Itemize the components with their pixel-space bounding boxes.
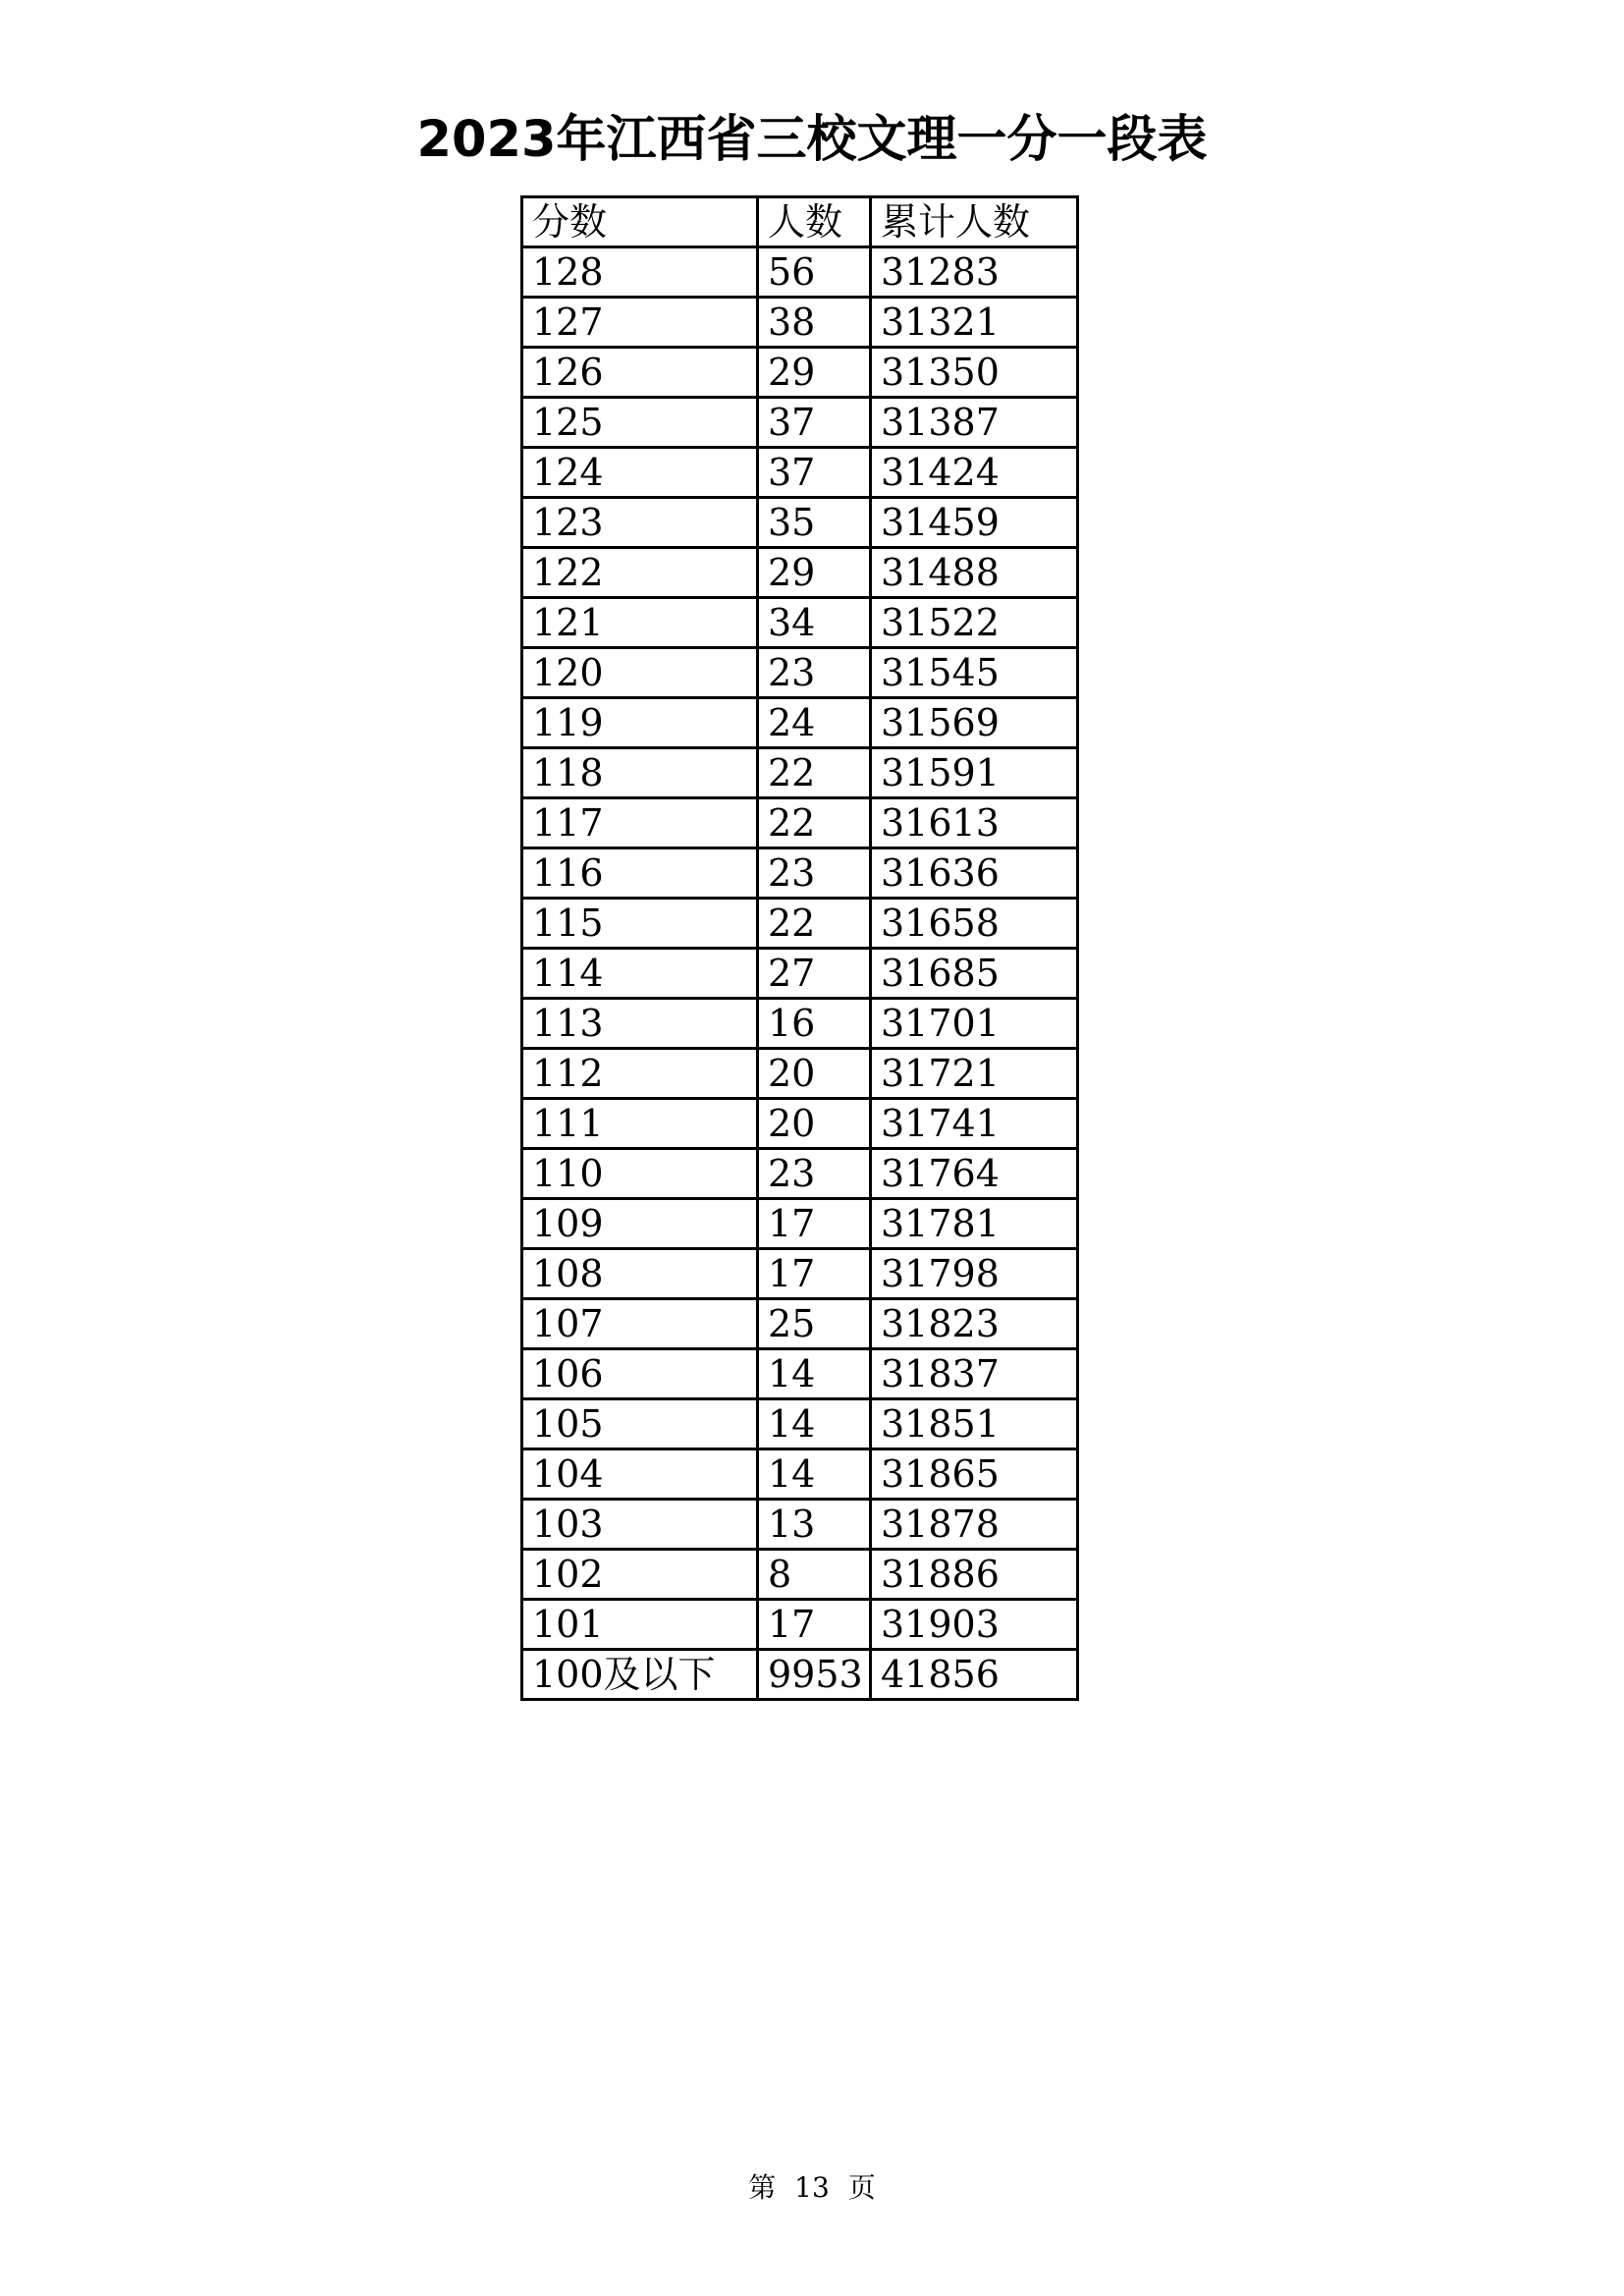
cell-score: 121	[522, 598, 758, 648]
cell-score: 120	[522, 648, 758, 698]
table-row	[522, 1049, 1078, 1099]
cell-score: 108	[522, 1249, 758, 1299]
cell-count: 34	[758, 598, 871, 648]
cell-score: 112	[522, 1049, 758, 1099]
cell-count: 23	[758, 848, 871, 899]
cell-cumulative: 31321	[871, 298, 1078, 348]
cell-score: 115	[522, 899, 758, 949]
score-table	[520, 195, 1079, 1701]
cell-score: 127	[522, 298, 758, 348]
cell-count: 14	[758, 1349, 871, 1399]
table-row	[522, 1149, 1078, 1199]
cell-score: 110	[522, 1149, 758, 1199]
header-score: 分数	[522, 197, 758, 247]
cell-count: 29	[758, 348, 871, 398]
cell-score: 106	[522, 1349, 758, 1399]
cell-score: 113	[522, 999, 758, 1049]
cell-score: 111	[522, 1099, 758, 1149]
table-row	[522, 247, 1078, 298]
cell-cumulative: 31798	[871, 1249, 1078, 1299]
table-row	[522, 1399, 1078, 1449]
cell-cumulative: 31878	[871, 1500, 1078, 1550]
cell-cumulative: 31522	[871, 598, 1078, 648]
cell-score: 116	[522, 848, 758, 899]
cell-score: 126	[522, 348, 758, 398]
cell-cumulative: 31764	[871, 1149, 1078, 1199]
cell-cumulative: 31851	[871, 1399, 1078, 1449]
cell-cumulative: 31283	[871, 247, 1078, 298]
cell-score: 117	[522, 798, 758, 848]
table-row	[522, 1650, 1078, 1700]
table-row	[522, 548, 1078, 598]
cell-cumulative: 31545	[871, 648, 1078, 698]
cell-count: 35	[758, 498, 871, 548]
table-row	[522, 1349, 1078, 1399]
table-row	[522, 1600, 1078, 1650]
cell-score: 102	[522, 1550, 758, 1600]
cell-count: 27	[758, 949, 871, 999]
cell-cumulative: 31741	[871, 1099, 1078, 1149]
cell-count: 22	[758, 748, 871, 798]
cell-count: 17	[758, 1249, 871, 1299]
cell-cumulative: 31424	[871, 448, 1078, 498]
table-row	[522, 899, 1078, 949]
cell-cumulative: 31591	[871, 748, 1078, 798]
cell-score: 122	[522, 548, 758, 598]
cell-count: 17	[758, 1600, 871, 1650]
cell-cumulative: 31823	[871, 1299, 1078, 1349]
cell-cumulative: 31488	[871, 548, 1078, 598]
table-row	[522, 1500, 1078, 1550]
cell-count: 13	[758, 1500, 871, 1550]
table-row	[522, 949, 1078, 999]
table-row	[522, 1199, 1078, 1249]
cell-score: 103	[522, 1500, 758, 1550]
cell-cumulative: 31903	[871, 1600, 1078, 1650]
page-title: 2023年江西省三校文理一分一段表	[416, 111, 1208, 169]
cell-cumulative: 31837	[871, 1349, 1078, 1399]
cell-cumulative: 31387	[871, 398, 1078, 448]
cell-count: 14	[758, 1449, 871, 1500]
cell-score: 124	[522, 448, 758, 498]
cell-count: 23	[758, 648, 871, 698]
table-row	[522, 1550, 1078, 1600]
cell-score: 114	[522, 949, 758, 999]
cell-count: 23	[758, 1149, 871, 1199]
cell-count: 25	[758, 1299, 871, 1349]
cell-cumulative: 31459	[871, 498, 1078, 548]
table-row	[522, 448, 1078, 498]
table-row	[522, 348, 1078, 398]
cell-score: 123	[522, 498, 758, 548]
cell-cumulative: 31685	[871, 949, 1078, 999]
table-row	[522, 698, 1078, 748]
cell-count: 24	[758, 698, 871, 748]
cell-count: 16	[758, 999, 871, 1049]
cell-score: 109	[522, 1199, 758, 1249]
cell-score: 104	[522, 1449, 758, 1500]
table-row	[522, 1299, 1078, 1349]
page-number: 第 13 页	[748, 2171, 876, 2204]
cell-count: 17	[758, 1199, 871, 1249]
table-row	[522, 1249, 1078, 1299]
cell-score: 100及以下	[522, 1650, 758, 1700]
cell-count: 29	[758, 548, 871, 598]
header-cumulative: 累计人数	[871, 197, 1078, 247]
cell-score: 119	[522, 698, 758, 748]
cell-count: 37	[758, 448, 871, 498]
table-row	[522, 298, 1078, 348]
cell-cumulative: 31865	[871, 1449, 1078, 1500]
cell-cumulative: 31613	[871, 798, 1078, 848]
header-count: 人数	[758, 197, 871, 247]
cell-count: 56	[758, 247, 871, 298]
table-row	[522, 798, 1078, 848]
table-row	[522, 748, 1078, 798]
cell-score: 128	[522, 247, 758, 298]
cell-score: 101	[522, 1600, 758, 1650]
table-row	[522, 498, 1078, 548]
cell-count: 20	[758, 1049, 871, 1099]
cell-cumulative: 31781	[871, 1199, 1078, 1249]
table-row	[522, 648, 1078, 698]
table-row	[522, 1099, 1078, 1149]
cell-count: 37	[758, 398, 871, 448]
cell-score: 118	[522, 748, 758, 798]
cell-count: 22	[758, 899, 871, 949]
cell-cumulative: 41856	[871, 1650, 1078, 1700]
cell-cumulative: 31350	[871, 348, 1078, 398]
table-body	[522, 197, 1078, 1700]
cell-cumulative: 31636	[871, 848, 1078, 899]
cell-count: 22	[758, 798, 871, 848]
cell-count: 14	[758, 1399, 871, 1449]
cell-score: 125	[522, 398, 758, 448]
cell-score: 107	[522, 1299, 758, 1349]
cell-cumulative: 31721	[871, 1049, 1078, 1099]
cell-count: 8	[758, 1550, 871, 1600]
table-row	[522, 398, 1078, 448]
cell-cumulative: 31701	[871, 999, 1078, 1049]
cell-count: 9953	[758, 1650, 871, 1700]
table-row	[522, 1449, 1078, 1500]
table-header-row	[522, 197, 1078, 247]
cell-score: 105	[522, 1399, 758, 1449]
table-row	[522, 999, 1078, 1049]
cell-count: 20	[758, 1099, 871, 1149]
cell-cumulative: 31658	[871, 899, 1078, 949]
table-row	[522, 598, 1078, 648]
cell-cumulative: 31886	[871, 1550, 1078, 1600]
cell-cumulative: 31569	[871, 698, 1078, 748]
cell-count: 38	[758, 298, 871, 348]
table-row	[522, 848, 1078, 899]
